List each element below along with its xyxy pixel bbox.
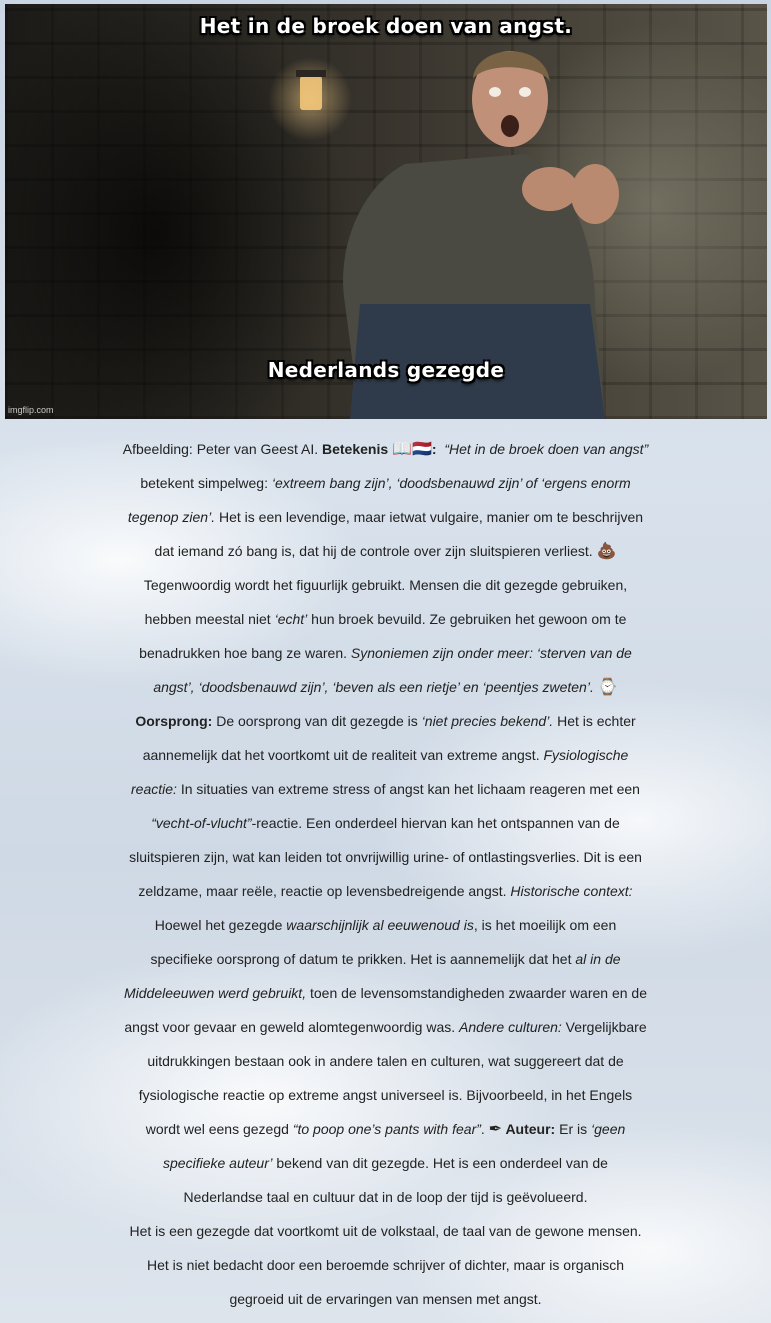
meme-bottom-caption: Nederlands gezegde: [267, 358, 505, 382]
article-text: [0, 432, 771, 1316]
text-line: fysiologische reactie op extreme angst universeel is. Bijvoorbeeld, in het Engels: [138, 1087, 633, 1103]
pen-icon: ✒: [488, 1119, 503, 1138]
text-line: zeldzame, maar reële, reactie op levensbedreigende angst. Historische context:: [138, 883, 633, 899]
text-line: gegroeid uit de ervaringen van mensen met angst.: [229, 1291, 542, 1307]
text-line: Afbeelding: Peter van Geest AI. Betekenis 📖🇳🇱: “Het in de broek doen van angst”: [122, 439, 649, 458]
text-line: benadrukken hoe bang ze waren. Synoniemen zijn onder meer: ‘sterven van de: [139, 645, 632, 661]
frightened-man-illustration: [5, 4, 767, 419]
text-line: Nederlandse taal en cultuur dat in de loop der tijd is geëvolueerd.: [183, 1189, 588, 1205]
text-line: uitdrukkingen bestaan ook in andere talen en culturen, wat suggereert dat de: [147, 1053, 624, 1069]
meme-top-caption: Het in de broek doen van angst.: [199, 14, 573, 38]
text-line: angst’, ‘doodsbenauwd zijn’, ‘beven als een rietje’ en ‘peentjes zweten’. ⌚: [153, 677, 618, 696]
text-line: dat iemand zó bang is, dat hij de controle over zijn sluitspieren verliest. 💩: [154, 541, 617, 560]
text-line: Het is een gezegde dat voortkomt uit de volkstaal, de taal van de gewone mensen.: [129, 1223, 642, 1239]
text-line: wordt wel eens gezegd “to poop one’s pants with fear”. ✒ Auteur: Er is ‘geen: [145, 1119, 626, 1138]
text-line: angst voor gevaar en geweld alomtegenwoordig was. Andere culturen: Vergelijkbare: [124, 1019, 647, 1035]
oorsprong-label: Oorsprong:: [135, 713, 213, 729]
text-line: betekent simpelweg: ‘extreem bang zijn’, ‘doodsbenauwd zijn’ of ‘ergens enorm: [140, 475, 631, 491]
imgflip-watermark: imgflip.com: [8, 405, 54, 415]
meme-image: [5, 4, 767, 419]
text-line: Oorsprong: De oorsprong van dit gezegde is ‘niet precies bekend’. Het is echter: [135, 713, 636, 729]
text-line: specifieke oorsprong of datum te prikken. Het is aannemelijk dat het al in de: [150, 951, 621, 967]
text-line: sluitspieren zijn, wat kan leiden tot onvrijwillig urine- of ontlastingsverlies. Dit is een: [129, 849, 642, 865]
text-line: Middeleeuwen werd gebruikt, toen de levensomstandigheden zwaarder waren en de: [123, 985, 647, 1001]
text-line: aannemelijk dat het voortkomt uit de realiteit van extreme angst. Fysiologische: [142, 747, 629, 763]
man-hand: [522, 167, 578, 211]
text-line: Het is niet bedacht door een beroemde schrijver of dichter, maar is organisch: [146, 1257, 625, 1273]
text-line: specifieke auteur’ bekend van dit gezegde. Het is een onderdeel van de: [163, 1155, 608, 1171]
text-line: “vecht-of-vlucht”-reactie. Een onderdeel hiervan kan het ontspannen van de: [151, 815, 620, 831]
text-line: Tegenwoordig wordt het figuurlijk gebruikt. Mensen die dit gezegde gebruiken,: [143, 577, 628, 593]
text-line: reactie: In situaties van extreme stress of angst kan het lichaam reageren met een: [131, 781, 640, 797]
poop-icon: 💩: [596, 541, 617, 560]
auteur-label: Auteur:: [502, 1121, 556, 1137]
text-line: tegenop zien’. Het is een levendige, maar ietwat vulgaire, manier om te beschrijven: [127, 509, 644, 525]
text-line: hebben meestal niet ‘echt’ hun broek bevuild. Ze gebruiken het gewoon om te: [144, 611, 627, 627]
lantern-icon: [300, 76, 322, 110]
book-netherlands-flag-icon: 📖🇳🇱: [392, 439, 432, 458]
clock-icon: ⌚: [597, 677, 618, 696]
betekenis-label: Betekenis: [321, 441, 389, 457]
text-line: Hoewel het gezegde waarschijnlijk al eeuwenoud is, is het moeilijk om een: [154, 917, 617, 933]
